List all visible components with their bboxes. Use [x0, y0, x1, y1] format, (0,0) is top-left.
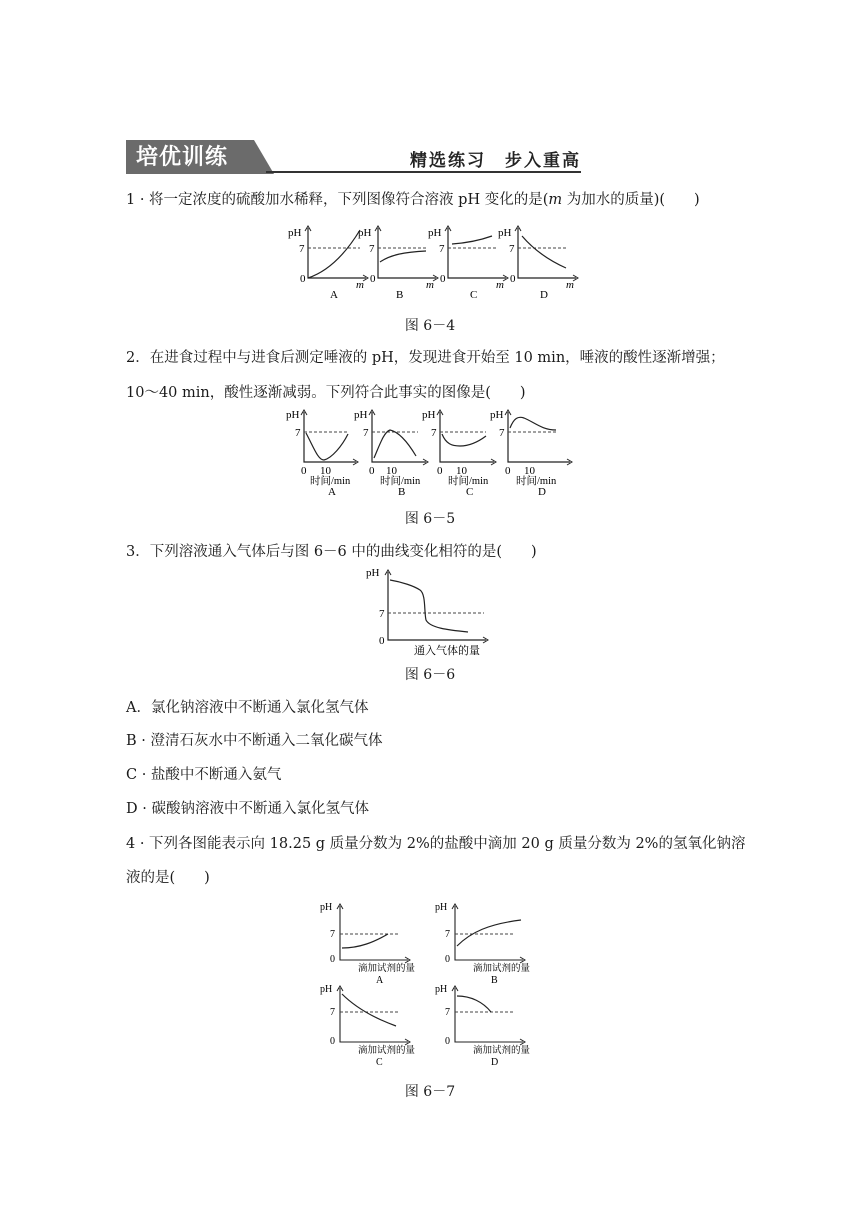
question-4-line-2: 液的是( ): [126, 870, 210, 886]
figure-6-6-caption: 图 6－6: [404, 667, 456, 683]
graph-1d: [498, 226, 578, 301]
q1b-zero: 0: [370, 273, 376, 285]
q4a-seven: 7: [330, 929, 335, 940]
q4c-seven: 7: [330, 1007, 335, 1018]
q4b-seven: 7: [445, 929, 450, 940]
q1d-ylabel: pH: [498, 227, 512, 239]
q4a-xlabel: 滴加试剂的量: [358, 964, 416, 974]
figure-6-5: [280, 406, 590, 498]
q3-choice-b: B · 澄清石灰水中不断通入二氧化碳气体: [126, 733, 383, 749]
graph-2d: [490, 409, 572, 498]
q1a-xlabel: m: [356, 279, 364, 291]
q2b-zero: 0: [369, 465, 375, 477]
q1b-option: B: [396, 289, 404, 301]
question-3-stem: 3．下列溶液通入气体后与图 6－6 中的曲线变化相符的是( ): [126, 544, 537, 560]
q1c-seven: 7: [439, 243, 445, 255]
q2d-zero: 0: [505, 465, 511, 477]
q2d-option: D: [538, 486, 546, 498]
q2a-xlabel: 时间/min: [310, 476, 351, 487]
q1a-option: A: [330, 289, 338, 301]
q1a-zero: 0: [300, 273, 306, 285]
q4d-seven: 7: [445, 1007, 450, 1018]
q2b-option: B: [398, 486, 406, 498]
figure-6-4: [280, 222, 590, 302]
q2c-ten: 10: [456, 465, 467, 477]
graph-1a: [288, 226, 368, 301]
graph-2b: [354, 409, 428, 498]
q4c-ylabel: pH: [320, 984, 333, 995]
question-1-stem: [126, 190, 700, 210]
q4c-zero: 0: [330, 1036, 335, 1047]
q1b-xlabel: m: [426, 279, 434, 291]
q4d-option: D: [491, 1057, 499, 1066]
q1c-zero: 0: [440, 273, 446, 285]
q1-text-before: 1 · 将一定浓度的硫酸加水稀释，下列图像符合溶液 pH 变化的是(: [126, 192, 549, 208]
q2b-ylabel: pH: [354, 409, 368, 421]
banner-title: 培优训练: [136, 145, 229, 170]
q2a-ylabel: pH: [286, 409, 300, 421]
q1d-xlabel: m: [566, 279, 574, 291]
q3-xlabel: 通入气体的量: [414, 645, 480, 657]
q4d-zero: 0: [445, 1036, 450, 1047]
q4d-ylabel: pH: [435, 984, 448, 995]
q4c-option: C: [376, 1057, 383, 1066]
question-4-line-1: 4 · 下列各图能表示向 18.25 g 质量分数为 2%的盐酸中滴加 20 g 质量分数为 2%的氢氧化钠溶: [126, 836, 746, 852]
banner-slogan: 精选练习 步入重高: [410, 151, 581, 171]
q1a-seven: 7: [299, 243, 305, 255]
graph-4a: [320, 902, 416, 986]
banner-rule: [266, 171, 581, 173]
section-banner: [126, 140, 581, 176]
q2a-option: A: [328, 486, 336, 498]
figure-6-6: [360, 562, 500, 657]
q4b-ylabel: pH: [435, 902, 448, 913]
q1c-option: C: [470, 289, 478, 301]
graph-4c: [320, 984, 416, 1066]
graph-4b: [435, 902, 531, 986]
question-2-line-2: 10～40 min，酸性逐渐减弱。下列符合此事实的图像是( ): [126, 385, 526, 401]
graph-1c: [428, 226, 508, 301]
q4c-xlabel: 滴加试剂的量: [358, 1046, 416, 1056]
q2a-ten: 10: [320, 465, 331, 477]
q1-text-m: m: [548, 192, 563, 208]
q4b-option: B: [491, 975, 498, 986]
q2d-ylabel: pH: [490, 409, 504, 421]
q2c-ylabel: pH: [422, 409, 436, 421]
q1d-zero: 0: [510, 273, 516, 285]
q1b-ylabel: pH: [358, 227, 372, 239]
question-2-line-1: 2．在进食过程中与进食后测定唾液的 pH，发现进食开始至 10 min，唾液的酸性逐渐增强；: [126, 350, 725, 366]
q1b-seven: 7: [369, 243, 375, 255]
figure-6-5-caption: 图 6－5: [404, 511, 456, 527]
q4a-zero: 0: [330, 954, 335, 965]
q1c-ylabel: pH: [428, 227, 442, 239]
q3-choice-a: A．氯化钠溶液中不断通入氯化氢气体: [126, 700, 369, 716]
q4b-zero: 0: [445, 954, 450, 965]
graph-4d: [435, 984, 531, 1066]
q4a-ylabel: pH: [320, 902, 333, 913]
q2d-seven: 7: [499, 427, 505, 439]
figure-6-7: [300, 896, 560, 1066]
q4a-option: A: [376, 975, 384, 986]
q3-seven: 7: [379, 608, 385, 620]
q2b-seven: 7: [363, 427, 369, 439]
figure-6-7-caption: 图 6－7: [404, 1084, 456, 1100]
q2c-option: C: [466, 486, 474, 498]
q2a-seven: 7: [295, 427, 301, 439]
q3-ylabel: pH: [366, 567, 380, 579]
q1d-seven: 7: [509, 243, 515, 255]
q2b-xlabel: 时间/min: [380, 476, 421, 487]
graph-1b: [358, 226, 438, 301]
q2a-zero: 0: [301, 465, 307, 477]
q1-text-after: 为加水的质量)( ): [562, 192, 700, 208]
q1c-xlabel: m: [496, 279, 504, 291]
q2c-xlabel: 时间/min: [448, 476, 489, 487]
q2c-seven: 7: [431, 427, 437, 439]
graph-2a: [286, 409, 358, 498]
q3-zero: 0: [379, 635, 385, 647]
q2b-ten: 10: [386, 465, 397, 477]
q1a-ylabel: pH: [288, 227, 302, 239]
q3-choice-d: D · 碳酸钠溶液中不断通入氯化氢气体: [126, 801, 369, 817]
q4d-xlabel: 滴加试剂的量: [473, 1046, 531, 1056]
figure-6-4-caption: 图 6－4: [404, 318, 456, 334]
graph-2c: [422, 409, 496, 498]
q2d-xlabel: 时间/min: [516, 476, 557, 487]
q4b-xlabel: 滴加试剂的量: [473, 964, 531, 974]
q3-choice-c: C · 盐酸中不断通入氨气: [126, 767, 282, 783]
q2d-ten: 10: [524, 465, 535, 477]
q1d-option: D: [540, 289, 548, 301]
q2c-zero: 0: [437, 465, 443, 477]
